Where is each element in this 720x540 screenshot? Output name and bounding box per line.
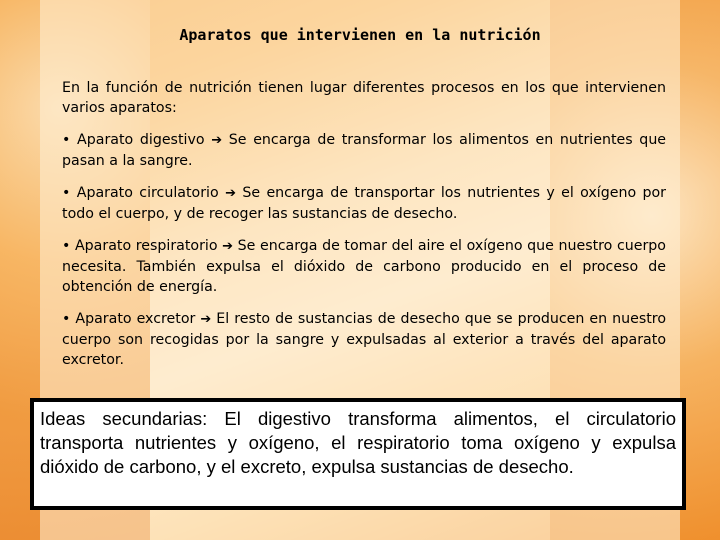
item-text: El resto de sustancias de desecho que se producen en nuestro cuerpo son recogidas por la sangre y expulsadas al exterior a través del aparato excretor.: [62, 311, 666, 368]
arrow-right-icon: ➔: [222, 239, 234, 254]
item-label: Aparato digestivo: [77, 132, 205, 148]
bullet-icon: •: [62, 311, 71, 327]
item-text: Se encarga de transportar los nutrientes y el oxígeno por todo el cuerpo, y de recoger las sustancias de desecho.: [62, 185, 667, 222]
list-item-respiratorio: [62, 236, 666, 297]
bullet-icon: •: [62, 132, 71, 148]
list-item-digestivo: [62, 130, 666, 171]
arrow-right-icon: ➔: [225, 186, 236, 201]
list-item-circulatorio: [62, 183, 666, 224]
bullet-icon: •: [62, 185, 71, 201]
arrow-right-icon: ➔: [200, 312, 212, 327]
arrow-right-icon: ➔: [211, 133, 223, 148]
list-item-excretor: [62, 309, 666, 370]
item-label: Aparato excretor: [75, 311, 196, 327]
item-text: Se encarga de tomar del aire el oxígeno que nuestro cuerpo necesita. También expulsa el dióxido de carbono producido en el proceso de obtención de energía.: [62, 238, 666, 295]
intro-paragraph: En la función de nutrición tienen lugar diferentes procesos en los que intervienen varios aparatos:: [62, 80, 666, 116]
item-label: Aparato circulatorio: [76, 185, 219, 201]
ideas-secundarias-box: Ideas secundarias: El digestivo transforma alimentos, el circulatorio transporta nutrientes y oxígeno, el respiratorio toma oxígeno y expulsa dióxido de carbono, y el excreto, expulsa sustancias de desecho.: [30, 398, 686, 510]
bullet-icon: •: [62, 238, 71, 254]
slide-title: Aparatos que intervienen en la nutrición: [179, 26, 541, 44]
item-text: Se encarga de transformar los alimentos en nutrientes que pasan a la sangre.: [62, 132, 667, 169]
item-label: Aparato respiratorio: [74, 238, 218, 254]
slide-content: [62, 78, 666, 382]
